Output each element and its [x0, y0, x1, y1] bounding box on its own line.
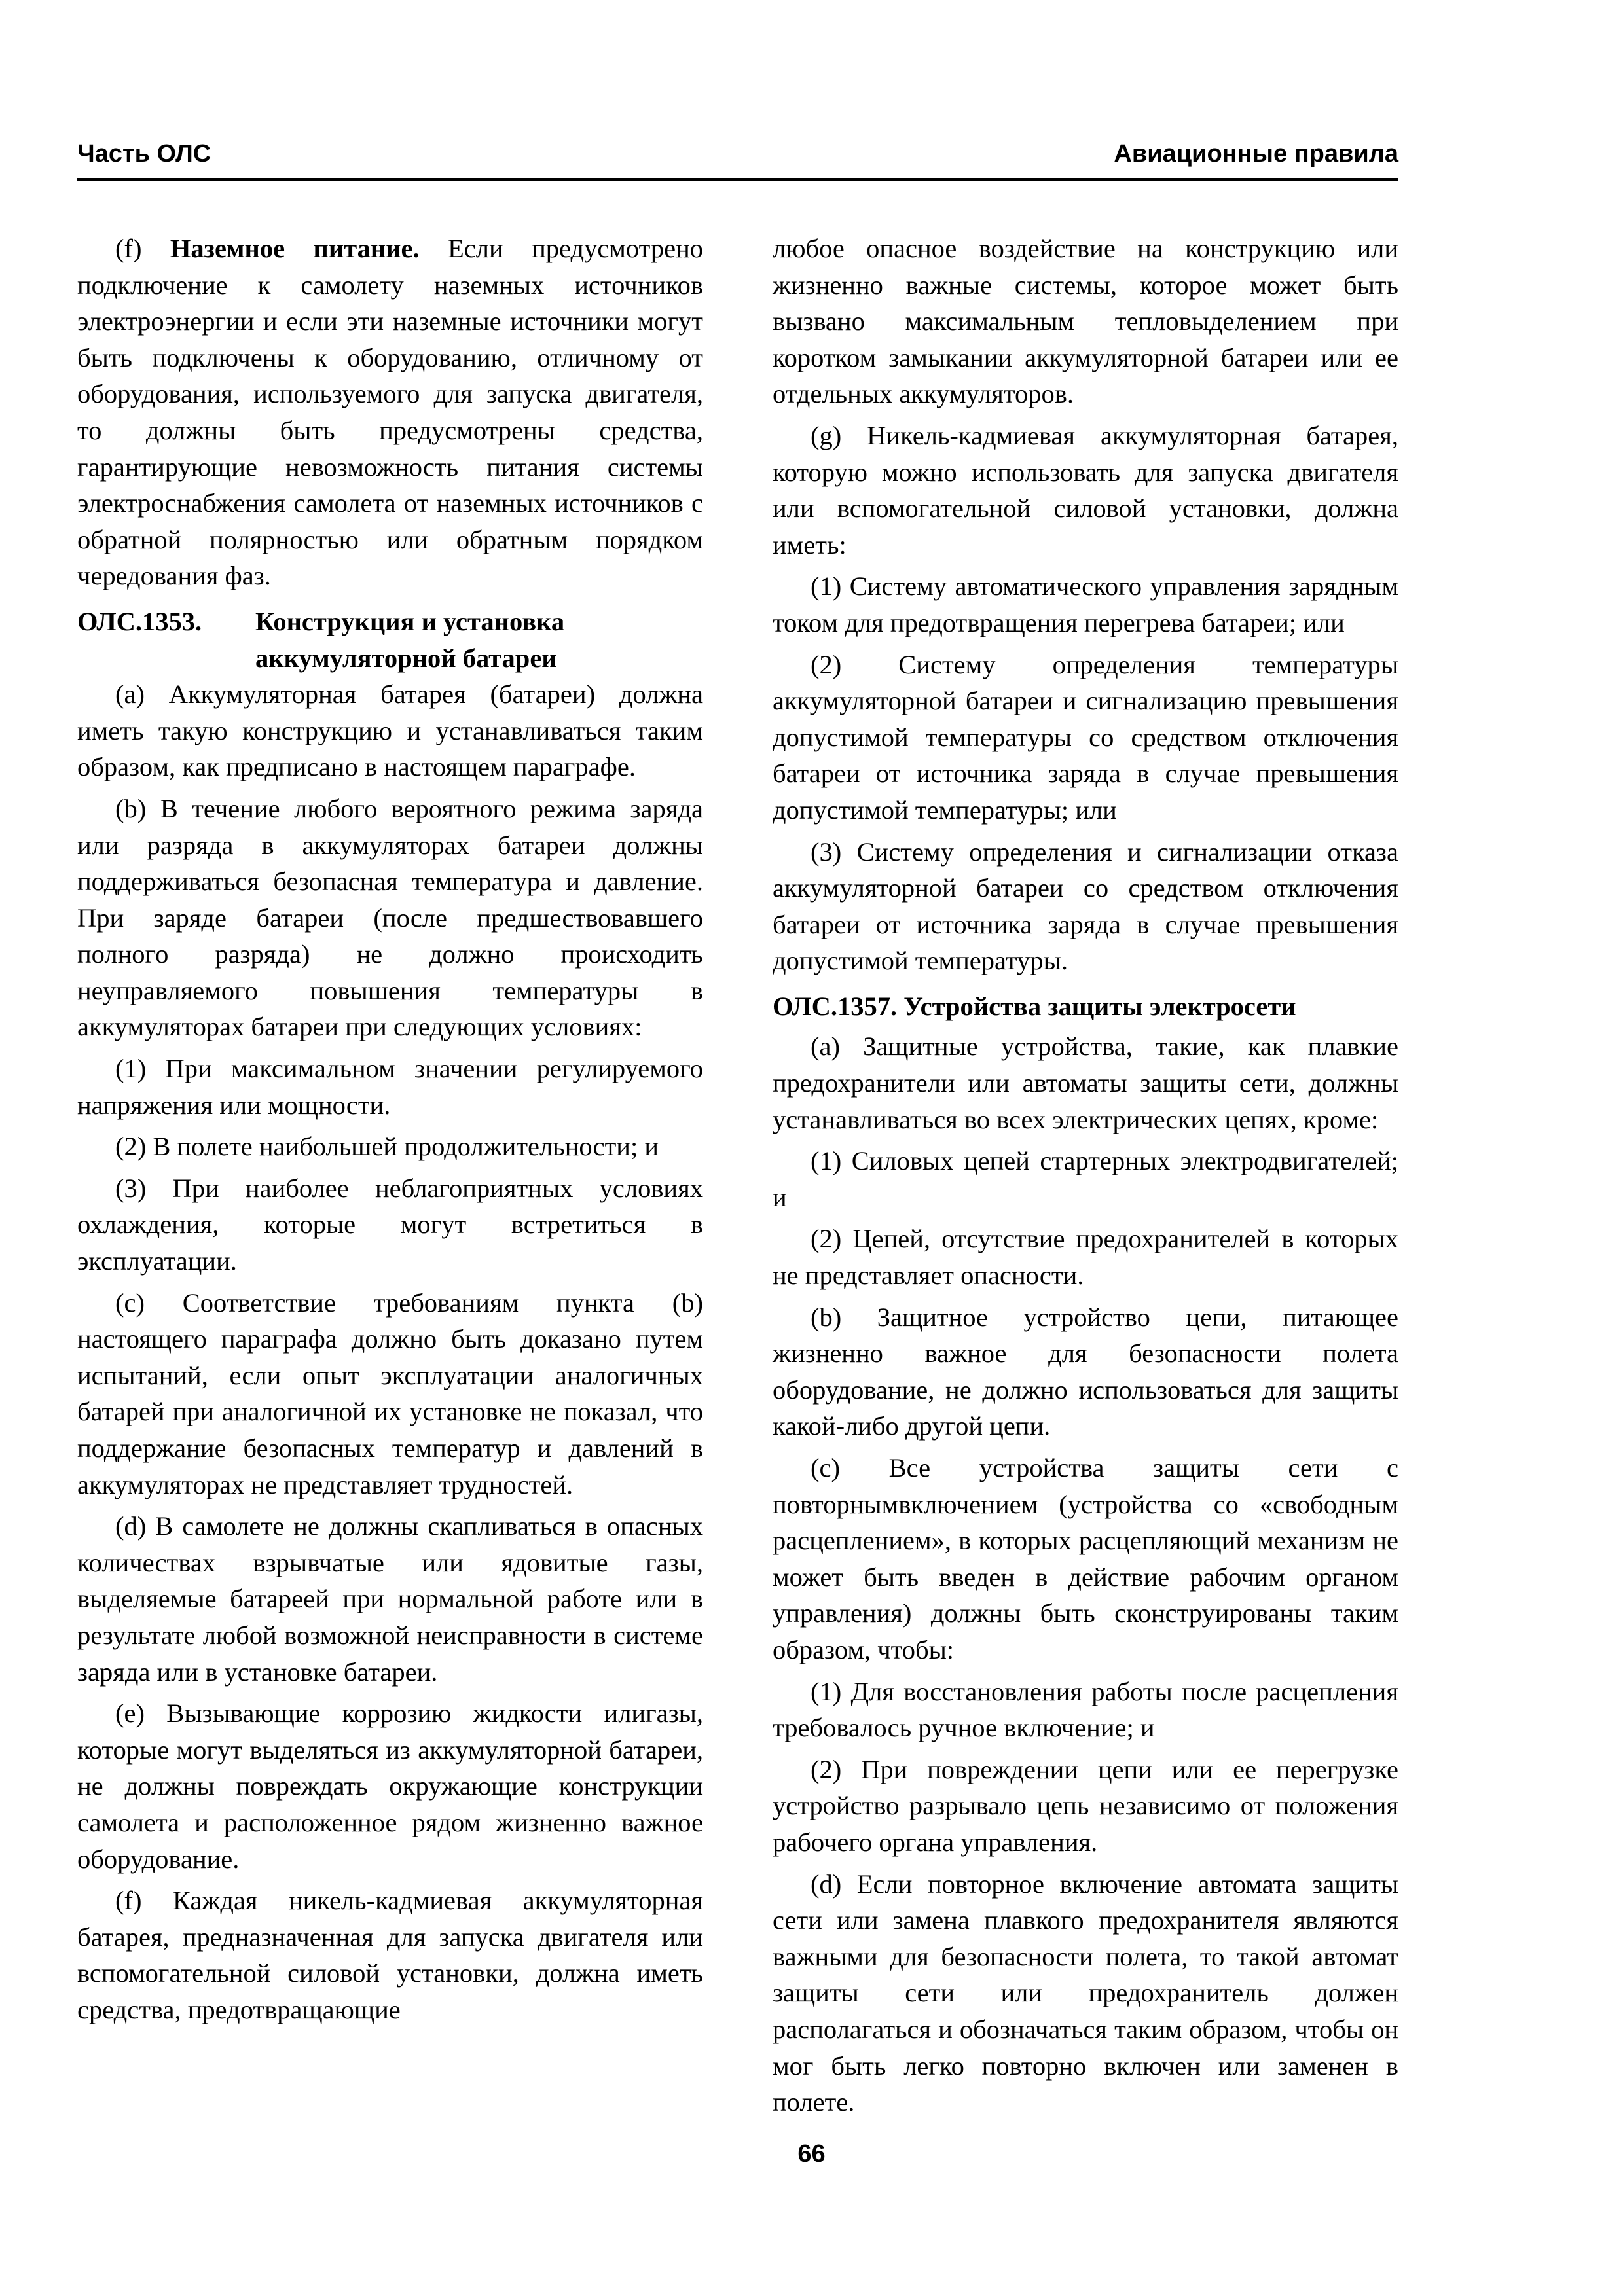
paragraph-f: (f) Каждая никель-кадмиевая аккумуляторная батарея, предназначенная для запуска двигателя или вспомогательной силовой установки, должна иметь средства, предотвращающие	[77, 1886, 703, 2024]
paragraph-a: (a) Защитные устройства, такие, как плавкие предохранители или автоматы защиты сети, должны устанавливаться во всех электрических цепях, кроме:	[773, 1031, 1398, 1134]
paragraph-a2: (2) Цепей, отсутствие предохранителей в которых не представляет опасности.	[773, 1224, 1398, 1291]
paragraph-c: (c) Соответствие требованиям пункта (b) настоящего параграфа должно быть доказано путем испытаний, если опыт эксплуатации аналогичных батарей при аналогичной их установке не показал, что поддержание безопасных температур и давлений в аккумуляторах не представляет трудностей.	[77, 1287, 703, 1499]
paragraph-a: (a) Аккумуляторная батарея (батареи) должна иметь такую конструкцию и устанавливаться таким образом, как предписано в настоящем параграфе.	[77, 679, 703, 782]
section-heading-1353	[77, 603, 703, 676]
right-column	[773, 230, 1398, 2126]
paragraph-g1: (1) Систему автоматического управления зарядным током для предотвращения перегрева батареи; или	[773, 571, 1398, 637]
paragraph-e: (e) Вызывающие коррозию жидкости илигазы, которые могут выделяться из аккумуляторной батареи, не должны повреждать окружающие конструкции самолета и расположенное рядом жизненно важное оборудование.	[77, 1698, 703, 1874]
header-document-title: Авиационные правила	[1114, 140, 1398, 168]
paragraph-ground-power: (f) Наземное питание. Если предусмотрено подключение к самолету наземных источников электроэнергии и если эти наземные источники могут быть подключены к оборудованию, отличному от оборудования, используемого для запуска двигателя, то должны быть предусмотрены средства, гарантирующие невозможность питания системы электроснабжения самолета от наземных источников с обратной полярностью или обратным порядком чередования фаз.	[77, 234, 703, 591]
paragraph-c2: (2) При повреждении цепи или ее перегрузке устройство разрывало цепь независимо от положения рабочего органа управления.	[773, 1754, 1398, 1857]
section-title-line1: Конструкция и установка	[255, 606, 565, 636]
paragraph-g3: (3) Систему определения и сигнализации отказа аккумуляторной батареи со средством отключения батареи от источника заряда в случае превышения допустимой температуры.	[773, 836, 1398, 976]
section-title-line2: аккумуляторной батареи	[255, 643, 557, 673]
paragraph-b2: (2) В полете наибольшей продолжительности; и	[115, 1132, 659, 1162]
running-header	[77, 137, 1398, 181]
paragraph-d: (d) В самолете не должны скапливаться в опасных количествах взрывчатые или ядовитые газы, выделяемые батареей при нормальной работе или в результате любой возможной неисправности в системе заряда или в установке батареи.	[77, 1511, 703, 1687]
paragraph-g2: (2) Систему определения температуры аккумуляторной батареи и сигнализацию превышения допустимой температуры со средством отключения батареи от источника заряда в случае превышения допустимой температуры; или	[773, 649, 1398, 825]
section-number: ОЛС.1353.	[77, 606, 202, 636]
page-number: 66	[797, 2140, 826, 2168]
paragraph-b3: (3) При наиболее неблагоприятных условиях охлаждения, которые могут встретиться в эксплуатации.	[77, 1173, 703, 1276]
paragraph-b1: (1) При максимальном значении регулируемого напряжения или мощности.	[77, 1054, 703, 1120]
paragraph-c1: (1) Для восстановления работы после расцепления требовалось ручное включение; и	[773, 1676, 1398, 1743]
paragraph-a1: (1) Силовых цепей стартерных электродвигателей; и	[773, 1146, 1398, 1212]
paragraph-d: (d) Если повторное включение автомата защиты сети или замена плавкого предохранителя являются важными для безопасности полета, то такой автомат защиты сети или предохранитель должен располагаться и обозначаться таким образом, чтобы он мог быть легко повторно включен или заменен в полете.	[773, 1869, 1398, 2117]
section-heading-1357: ОЛС.1357. Устройства защиты электросети	[773, 991, 1296, 1021]
paragraph-f-continued: любое опасное воздействие на конструкцию или жизненно важные системы, которое может быть вызвано максимальным тепловыделением при коротком замыкании аккумуляторной батареи или ее отдельных аккумуляторов.	[773, 234, 1398, 409]
ground-power-title: Наземное питание.	[170, 234, 420, 263]
header-part-title: Часть ОЛС	[77, 140, 211, 168]
paragraph-b: (b) Защитное устройство цепи, питающее жизненно важное для безопасности полета оборудование, не должно использоваться для защиты какой-либо другой цепи.	[773, 1302, 1398, 1441]
left-column	[77, 230, 703, 2034]
paragraph-c: (c) Все устройства защиты сети с повторнымвключением (устройства со «свободным расцеплением», в которых расцепляющий механизм не может быть введен в действие рабочим органом управления) должны быть сконструированы таким образом, чтобы:	[773, 1453, 1398, 1664]
paragraph-b: (b) В течение любого вероятного режима заряда или разряда в аккумуляторах батареи должны поддерживаться безопасная температура и давление. При заряде батареи (после предшествовавшего полного разряда) не должно происходить неуправляемого повышения температуры в аккумуляторах батареи при следующих условиях:	[77, 793, 703, 1042]
paragraph-g: (g) Никель-кадмиевая аккумуляторная батарея, которую можно использовать для запуска двигателя или вспомогательной силовой установки, должна иметь:	[773, 420, 1398, 560]
